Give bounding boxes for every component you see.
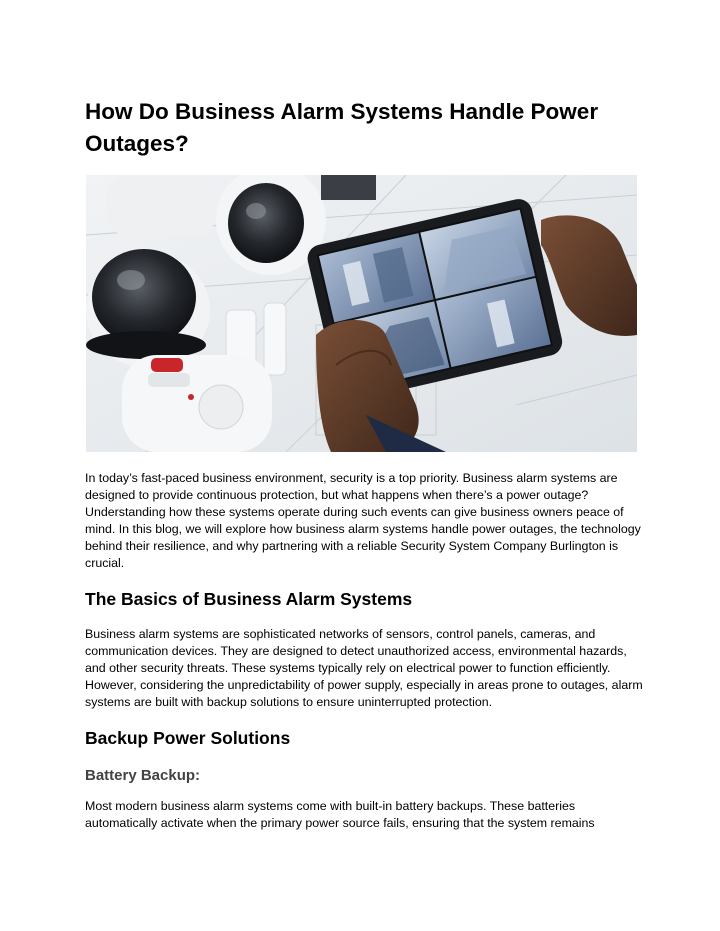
title-block (85, 96, 637, 160)
intro-paragraph: In today’s fast-paced business environment, security is a top priority. Business alarm systems are designed to provide continuous protection, but what happens when there’s a power outage? Understanding how these systems operate during such events can give business owners peace of mind. In this blog, we will explore how business alarm systems handle power outages, the technology behind their resilience, and why partnering with a reliable Security System Company Burlington is crucial. (85, 471, 641, 571)
section-heading-basics: The Basics of Business Alarm Systems (85, 589, 413, 609)
hero-illustration (86, 175, 637, 452)
battery-backup-paragraph: Most modern business alarm systems come with built-in battery backups. These batteries automatically activate when the primary power source fails, ensuring that the system remains (85, 799, 595, 831)
page-title: How Do Business Alarm Systems Handle Power Outages? (85, 99, 599, 156)
section-heading-backup-power: Backup Power Solutions (85, 728, 291, 748)
motion-sensor (122, 355, 272, 452)
hero-image (86, 175, 637, 452)
basics-paragraph: Business alarm systems are sophisticated networks of sensors, control panels, cameras, and communication devices. They are designed to detect unauthorized access, environmental hazards, and other security threats. These systems typically rely on electrical power to function efficiently. However, considering the unpredictability of power supply, especially in areas prone to outages, alarm systems are built with backup solutions to ensure uninterrupted protection. (85, 627, 643, 710)
subsection-heading-battery-backup: Battery Backup: (85, 767, 201, 784)
